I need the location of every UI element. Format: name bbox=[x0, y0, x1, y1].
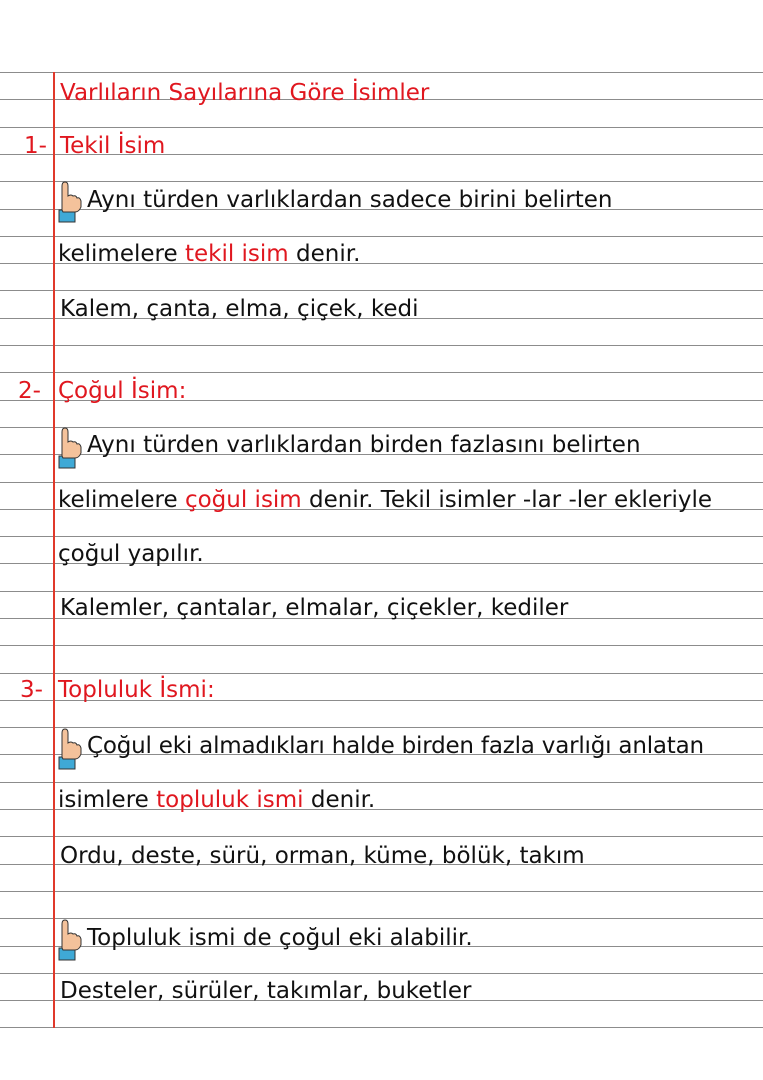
section-2-definition-line-2: kelimelere çoğul isim denir. Tekil isimler -lar -ler ekleriyle bbox=[58, 487, 713, 513]
pointing-hand-icon bbox=[57, 727, 83, 771]
ruled-line bbox=[0, 482, 763, 483]
section-1-definition-line-2: kelimelere tekil isim denir. bbox=[58, 241, 361, 267]
section-3-term: topluluk ismi bbox=[156, 787, 304, 813]
ruled-line bbox=[0, 290, 763, 291]
ruled-line bbox=[0, 645, 763, 646]
pointing-hand-icon bbox=[57, 180, 83, 224]
section-3-definition-line-1: Çoğul eki almadıkları halde birden fazla varlığı anlatan bbox=[87, 733, 704, 759]
ruled-line bbox=[0, 918, 763, 919]
section-1-definition-line-1: Aynı türden varlıklardan sadece birini belirten bbox=[87, 187, 613, 213]
ruled-line bbox=[0, 673, 763, 674]
pointing-hand-icon bbox=[57, 918, 83, 962]
ruled-line bbox=[0, 72, 763, 73]
section-3-definition-line-2: isimlere topluluk ismi denir. bbox=[58, 787, 376, 813]
ruled-line bbox=[0, 836, 763, 837]
page-title: Varlıların Sayılarına Göre İsimler bbox=[60, 80, 430, 106]
ruled-line bbox=[0, 236, 763, 237]
section-1-heading: Tekil İsim bbox=[60, 133, 166, 159]
ruled-line bbox=[0, 345, 763, 346]
section-2-definition-line-1: Aynı türden varlıklardan birden fazlasını belirten bbox=[87, 432, 641, 458]
section-2-examples: Kalemler, çantalar, elmalar, çiçekler, kediler bbox=[60, 595, 569, 621]
ruled-line bbox=[0, 1027, 763, 1028]
section-2-heading: Çoğul İsim: bbox=[58, 378, 187, 404]
section-3-note: Topluluk ismi de çoğul eki alabilir. bbox=[87, 925, 473, 951]
section-2-number: 2- bbox=[18, 378, 41, 404]
section-1-number: 1- bbox=[24, 133, 47, 159]
margin-line bbox=[53, 72, 55, 1028]
ruled-line bbox=[0, 782, 763, 783]
ruled-line bbox=[0, 891, 763, 892]
ruled-line bbox=[0, 127, 763, 128]
section-2-term: çoğul isim bbox=[184, 487, 302, 513]
section-3-number: 3- bbox=[20, 677, 43, 703]
section-1-examples: Kalem, çanta, elma, çiçek, kedi bbox=[60, 296, 419, 322]
section-2-definition-line-3: çoğul yapılır. bbox=[58, 541, 204, 567]
pointing-hand-icon bbox=[57, 426, 83, 470]
section-1-term: tekil isim bbox=[184, 241, 289, 267]
ruled-line bbox=[0, 536, 763, 537]
section-3-heading: Topluluk İsmi: bbox=[58, 677, 215, 703]
ruled-line bbox=[0, 727, 763, 728]
ruled-line bbox=[0, 591, 763, 592]
section-3-examples: Ordu, deste, sürü, orman, küme, bölük, takım bbox=[60, 843, 585, 869]
section-3-note-examples: Desteler, sürüler, takımlar, buketler bbox=[60, 978, 472, 1004]
ruled-line bbox=[0, 372, 763, 373]
ruled-line bbox=[0, 427, 763, 428]
ruled-line bbox=[0, 181, 763, 182]
ruled-line bbox=[0, 973, 763, 974]
